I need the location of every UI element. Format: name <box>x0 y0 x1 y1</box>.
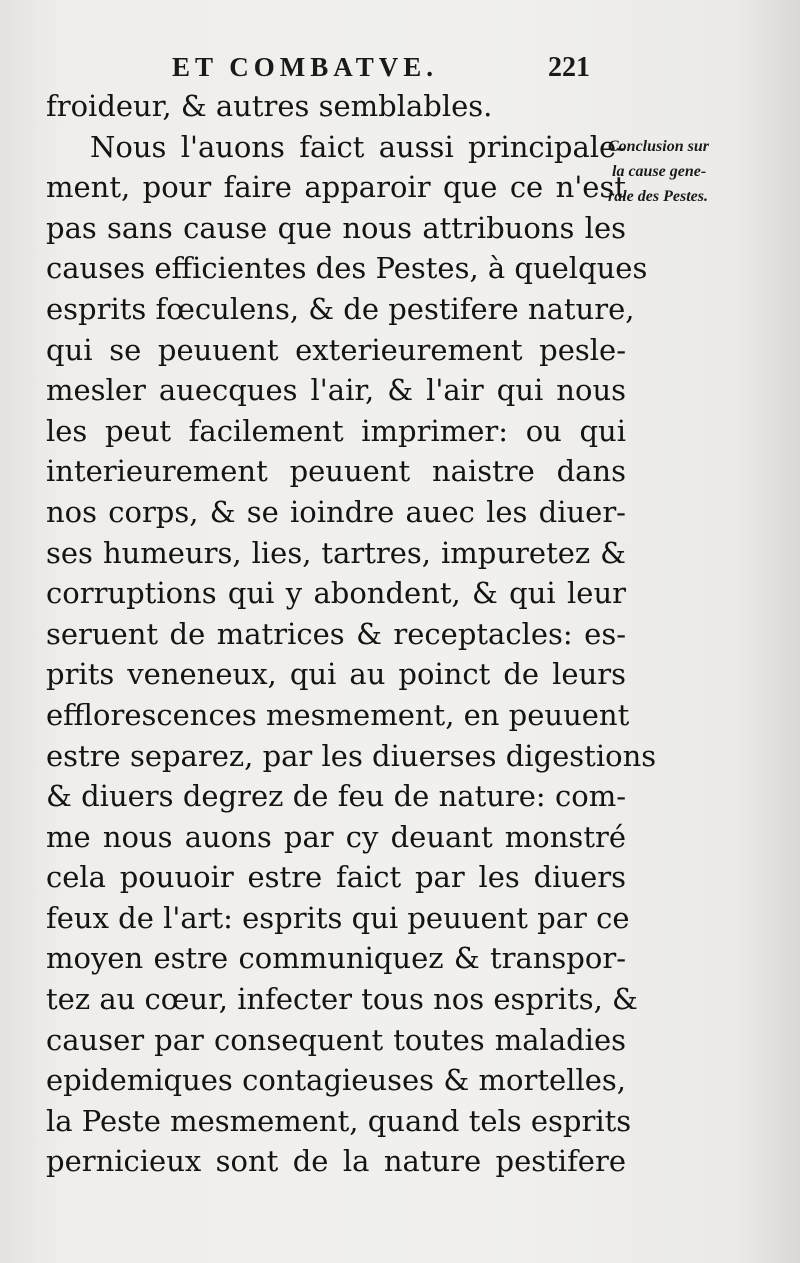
text-line: prits veneneux, qui au poinct de leurs <box>46 657 626 692</box>
marginal-note <box>608 134 758 209</box>
text-line: & diuers degrez de feu de nature: com- <box>46 779 626 814</box>
marginal-note-line: rale des Pestes. <box>608 188 708 205</box>
text-line: cela pouuoir estre faict par les diuers <box>46 860 626 895</box>
text-line: la Peste mesmement, quand tels esprits <box>46 1103 632 1138</box>
text-line: me nous auons par cy deuant monstré <box>46 819 626 854</box>
text-line: causer par consequent toutes maladies <box>46 1022 626 1057</box>
text-line: causes efficientes des Pestes, à quelques <box>46 251 648 286</box>
text-line: seruent de matrices & receptacles: es- <box>46 616 626 651</box>
text-line: nos corps, & se ioindre auec les diuer- <box>46 494 626 529</box>
page-number: 221 <box>548 52 590 83</box>
text-line: ment, pour faire apparoir que ce n'est <box>46 170 626 205</box>
text-line: esprits fœculens, & de pestifere nature, <box>46 291 635 326</box>
text-line: les peut facilement imprimer: ou qui <box>46 413 626 448</box>
text-line: pas sans cause que nous attribuons les <box>46 210 626 245</box>
text-line: interieurement peuuent naistre dans <box>46 454 626 489</box>
text-line: estre separez, par les diuerses digestions <box>46 738 657 773</box>
text-line: feux de l'art: esprits qui peuuent par ce <box>46 900 630 935</box>
text-line: corruptions qui y abondent, & qui leur <box>46 576 626 611</box>
text-line: qui se peuuent exterieurement pesle- <box>46 332 626 367</box>
marginal-note-line: la cause gene- <box>612 163 707 180</box>
text-line: pernicieux sont de la nature pestifere <box>46 1144 626 1179</box>
text-line: mesler auecques l'air, & l'air qui nous <box>46 373 626 408</box>
text-line: Nous l'auons faict aussi principale- <box>90 129 626 164</box>
text-line: epidemiques contagieuses & mortelles, <box>46 1063 626 1098</box>
marginal-note-line: Conclusion sur <box>608 138 709 155</box>
text-line: efflorescences mesmement, en peuuent <box>46 697 630 732</box>
text-line: ses humeurs, lies, tartres, impuretez & <box>46 535 626 570</box>
text-line: tez au cœur, infecter tous nos esprits, & <box>46 982 638 1017</box>
body-text <box>46 86 657 1182</box>
text-line: froideur, & autres semblables. <box>46 89 493 123</box>
running-title: ET COMBATVE. <box>172 52 439 82</box>
text-line: moyen estre communiquez & transpor- <box>46 941 626 976</box>
